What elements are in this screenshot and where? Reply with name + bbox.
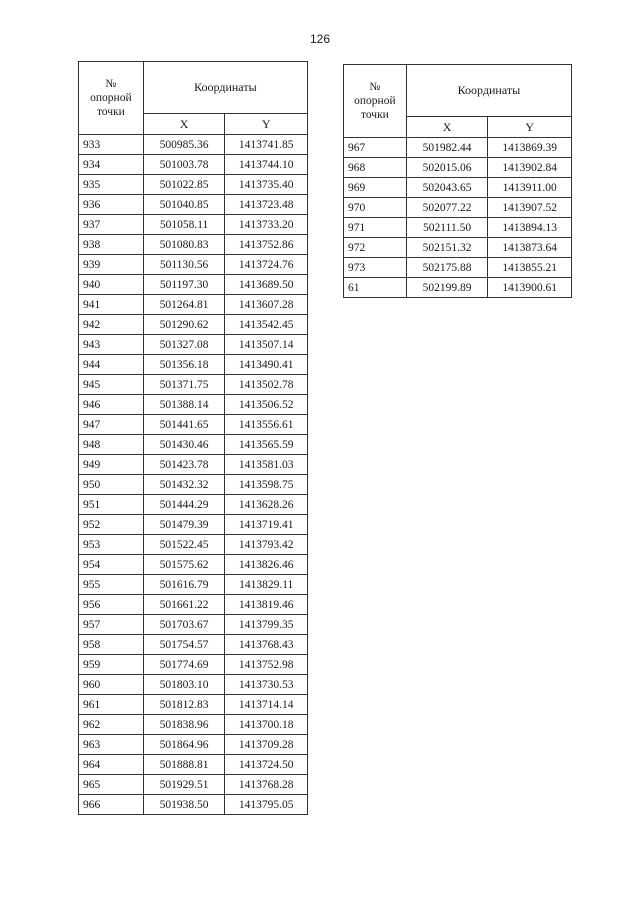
x-coordinate-cell: 501774.69 <box>143 655 225 675</box>
x-coordinate-cell: 501040.85 <box>143 195 225 215</box>
point-number-cell: 951 <box>79 495 144 515</box>
point-number-cell: 960 <box>79 675 144 695</box>
point-number-cell: 946 <box>79 395 144 415</box>
x-coordinate-cell: 501661.22 <box>143 595 225 615</box>
table-row <box>79 175 308 195</box>
point-number-cell: 941 <box>79 295 144 315</box>
x-coordinate-cell: 501058.11 <box>143 215 225 235</box>
table-row <box>79 515 308 535</box>
x-coordinate-cell: 502175.88 <box>406 258 488 278</box>
header-point-number-text: № опорной точки <box>90 78 132 118</box>
table-row <box>79 555 308 575</box>
table-row <box>79 155 308 175</box>
point-number-cell: 965 <box>79 775 144 795</box>
table-row <box>79 195 308 215</box>
table-row <box>344 138 572 158</box>
table-row <box>79 255 308 275</box>
point-number-cell: 942 <box>79 315 144 335</box>
x-coordinate-cell: 501888.81 <box>143 755 225 775</box>
table-row <box>79 435 308 455</box>
point-number-cell: 959 <box>79 655 144 675</box>
point-number-cell: 957 <box>79 615 144 635</box>
x-coordinate-cell: 502151.32 <box>406 238 488 258</box>
x-coordinate-cell: 501575.62 <box>143 555 225 575</box>
x-coordinate-cell: 501423.78 <box>143 455 225 475</box>
point-number-cell: 962 <box>79 715 144 735</box>
point-number-cell: 952 <box>79 515 144 535</box>
y-coordinate-cell: 1413855.21 <box>488 258 572 278</box>
table-row <box>79 135 308 155</box>
table-body-right <box>344 138 572 298</box>
y-coordinate-cell: 1413869.39 <box>488 138 572 158</box>
header-y: Y <box>488 117 572 138</box>
y-coordinate-cell: 1413907.52 <box>488 198 572 218</box>
y-coordinate-cell: 1413829.11 <box>225 575 308 595</box>
table-row <box>79 635 308 655</box>
point-number-cell: 973 <box>344 258 407 278</box>
table-row <box>79 575 308 595</box>
point-number-cell: 933 <box>79 135 144 155</box>
x-coordinate-cell: 501388.14 <box>143 395 225 415</box>
point-number-cell: 943 <box>79 335 144 355</box>
x-coordinate-cell: 501430.46 <box>143 435 225 455</box>
y-coordinate-cell: 1413911.00 <box>488 178 572 198</box>
point-number-cell: 61 <box>344 278 407 298</box>
x-coordinate-cell: 501356.18 <box>143 355 225 375</box>
point-number-cell: 970 <box>344 198 407 218</box>
y-coordinate-cell: 1413752.98 <box>225 655 308 675</box>
x-coordinate-cell: 501371.75 <box>143 375 225 395</box>
table-row <box>79 795 308 815</box>
table-row <box>79 375 308 395</box>
header-x: X <box>143 114 225 135</box>
table-row <box>79 235 308 255</box>
y-coordinate-cell: 1413752.86 <box>225 235 308 255</box>
header-coordinates: Координаты <box>406 65 571 117</box>
point-number-cell: 969 <box>344 178 407 198</box>
x-coordinate-cell: 501864.96 <box>143 735 225 755</box>
y-coordinate-cell: 1413873.64 <box>488 238 572 258</box>
table-body-left <box>79 135 308 815</box>
y-coordinate-cell: 1413565.59 <box>225 435 308 455</box>
point-number-cell: 958 <box>79 635 144 655</box>
point-number-cell: 949 <box>79 455 144 475</box>
table-row <box>79 775 308 795</box>
y-coordinate-cell: 1413768.28 <box>225 775 308 795</box>
table-row <box>79 475 308 495</box>
y-coordinate-cell: 1413744.10 <box>225 155 308 175</box>
table-row <box>79 495 308 515</box>
coordinates-table-left <box>78 61 308 815</box>
point-number-cell: 940 <box>79 275 144 295</box>
table-row <box>79 295 308 315</box>
table-row <box>79 215 308 235</box>
table-row <box>79 615 308 635</box>
table-row <box>344 218 572 238</box>
header-point-number <box>79 62 144 135</box>
x-coordinate-cell: 501938.50 <box>143 795 225 815</box>
table-row <box>79 655 308 675</box>
table-row <box>79 695 308 715</box>
point-number-cell: 939 <box>79 255 144 275</box>
y-coordinate-cell: 1413819.46 <box>225 595 308 615</box>
x-coordinate-cell: 501432.32 <box>143 475 225 495</box>
table-row <box>344 178 572 198</box>
table-row <box>79 275 308 295</box>
table-row <box>79 675 308 695</box>
y-coordinate-cell: 1413700.18 <box>225 715 308 735</box>
x-coordinate-cell: 501838.96 <box>143 715 225 735</box>
table-row <box>344 198 572 218</box>
point-number-cell: 947 <box>79 415 144 435</box>
x-coordinate-cell: 502199.89 <box>406 278 488 298</box>
table-row <box>79 455 308 475</box>
x-coordinate-cell: 501264.81 <box>143 295 225 315</box>
x-coordinate-cell: 501929.51 <box>143 775 225 795</box>
x-coordinate-cell: 501479.39 <box>143 515 225 535</box>
y-coordinate-cell: 1413598.75 <box>225 475 308 495</box>
x-coordinate-cell: 501982.44 <box>406 138 488 158</box>
point-number-cell: 961 <box>79 695 144 715</box>
y-coordinate-cell: 1413490.41 <box>225 355 308 375</box>
point-number-cell: 955 <box>79 575 144 595</box>
y-coordinate-cell: 1413768.43 <box>225 635 308 655</box>
x-coordinate-cell: 501197.30 <box>143 275 225 295</box>
y-coordinate-cell: 1413730.53 <box>225 675 308 695</box>
y-coordinate-cell: 1413581.03 <box>225 455 308 475</box>
point-number-cell: 953 <box>79 535 144 555</box>
point-number-cell: 964 <box>79 755 144 775</box>
x-coordinate-cell: 501130.56 <box>143 255 225 275</box>
point-number-cell: 935 <box>79 175 144 195</box>
y-coordinate-cell: 1413894.13 <box>488 218 572 238</box>
y-coordinate-cell: 1413714.14 <box>225 695 308 715</box>
header-coordinates: Координаты <box>143 62 307 114</box>
point-number-cell: 966 <box>79 795 144 815</box>
y-coordinate-cell: 1413795.05 <box>225 795 308 815</box>
table-row <box>344 238 572 258</box>
point-number-cell: 956 <box>79 595 144 615</box>
y-coordinate-cell: 1413709.28 <box>225 735 308 755</box>
point-number-cell: 968 <box>344 158 407 178</box>
y-coordinate-cell: 1413507.14 <box>225 335 308 355</box>
table-row <box>344 258 572 278</box>
point-number-cell: 967 <box>344 138 407 158</box>
y-coordinate-cell: 1413628.26 <box>225 495 308 515</box>
x-coordinate-cell: 501522.45 <box>143 535 225 555</box>
y-coordinate-cell: 1413735.40 <box>225 175 308 195</box>
x-coordinate-cell: 500985.36 <box>143 135 225 155</box>
table-row <box>79 715 308 735</box>
y-coordinate-cell: 1413719.41 <box>225 515 308 535</box>
table-row <box>79 755 308 775</box>
table-row <box>79 535 308 555</box>
table-row <box>344 158 572 178</box>
x-coordinate-cell: 501022.85 <box>143 175 225 195</box>
x-coordinate-cell: 501803.10 <box>143 675 225 695</box>
x-coordinate-cell: 502111.50 <box>406 218 488 238</box>
point-number-cell: 934 <box>79 155 144 175</box>
y-coordinate-cell: 1413793.42 <box>225 535 308 555</box>
x-coordinate-cell: 501080.83 <box>143 235 225 255</box>
point-number-cell: 954 <box>79 555 144 575</box>
y-coordinate-cell: 1413723.48 <box>225 195 308 215</box>
table-row <box>79 395 308 415</box>
point-number-cell: 945 <box>79 375 144 395</box>
x-coordinate-cell: 501003.78 <box>143 155 225 175</box>
y-coordinate-cell: 1413689.50 <box>225 275 308 295</box>
table-row <box>79 335 308 355</box>
y-coordinate-cell: 1413741.85 <box>225 135 308 155</box>
x-coordinate-cell: 502043.65 <box>406 178 488 198</box>
point-number-cell: 937 <box>79 215 144 235</box>
x-coordinate-cell: 501441.65 <box>143 415 225 435</box>
table-row <box>79 315 308 335</box>
point-number-cell: 963 <box>79 735 144 755</box>
page-number: 126 <box>309 32 331 46</box>
point-number-cell: 948 <box>79 435 144 455</box>
y-coordinate-cell: 1413900.61 <box>488 278 572 298</box>
table-row <box>79 735 308 755</box>
y-coordinate-cell: 1413607.28 <box>225 295 308 315</box>
header-point-number-text: № опорной точки <box>354 81 396 121</box>
y-coordinate-cell: 1413902.84 <box>488 158 572 178</box>
header-point-number <box>344 65 407 138</box>
y-coordinate-cell: 1413506.52 <box>225 395 308 415</box>
y-coordinate-cell: 1413724.50 <box>225 755 308 775</box>
y-coordinate-cell: 1413724.76 <box>225 255 308 275</box>
point-number-cell: 938 <box>79 235 144 255</box>
y-coordinate-cell: 1413826.46 <box>225 555 308 575</box>
x-coordinate-cell: 501703.67 <box>143 615 225 635</box>
y-coordinate-cell: 1413733.20 <box>225 215 308 235</box>
x-coordinate-cell: 501444.29 <box>143 495 225 515</box>
y-coordinate-cell: 1413799.35 <box>225 615 308 635</box>
coordinates-table-right <box>343 64 572 298</box>
y-coordinate-cell: 1413556.61 <box>225 415 308 435</box>
x-coordinate-cell: 501616.79 <box>143 575 225 595</box>
x-coordinate-cell: 502015.06 <box>406 158 488 178</box>
point-number-cell: 944 <box>79 355 144 375</box>
header-x: X <box>406 117 488 138</box>
x-coordinate-cell: 502077.22 <box>406 198 488 218</box>
x-coordinate-cell: 501290.62 <box>143 315 225 335</box>
table-row <box>344 278 572 298</box>
header-y: Y <box>225 114 308 135</box>
y-coordinate-cell: 1413542.45 <box>225 315 308 335</box>
point-number-cell: 950 <box>79 475 144 495</box>
y-coordinate-cell: 1413502.78 <box>225 375 308 395</box>
table-row <box>79 595 308 615</box>
point-number-cell: 972 <box>344 238 407 258</box>
x-coordinate-cell: 501754.57 <box>143 635 225 655</box>
table-row <box>79 415 308 435</box>
point-number-cell: 936 <box>79 195 144 215</box>
table-row <box>79 355 308 375</box>
x-coordinate-cell: 501327.08 <box>143 335 225 355</box>
x-coordinate-cell: 501812.83 <box>143 695 225 715</box>
point-number-cell: 971 <box>344 218 407 238</box>
